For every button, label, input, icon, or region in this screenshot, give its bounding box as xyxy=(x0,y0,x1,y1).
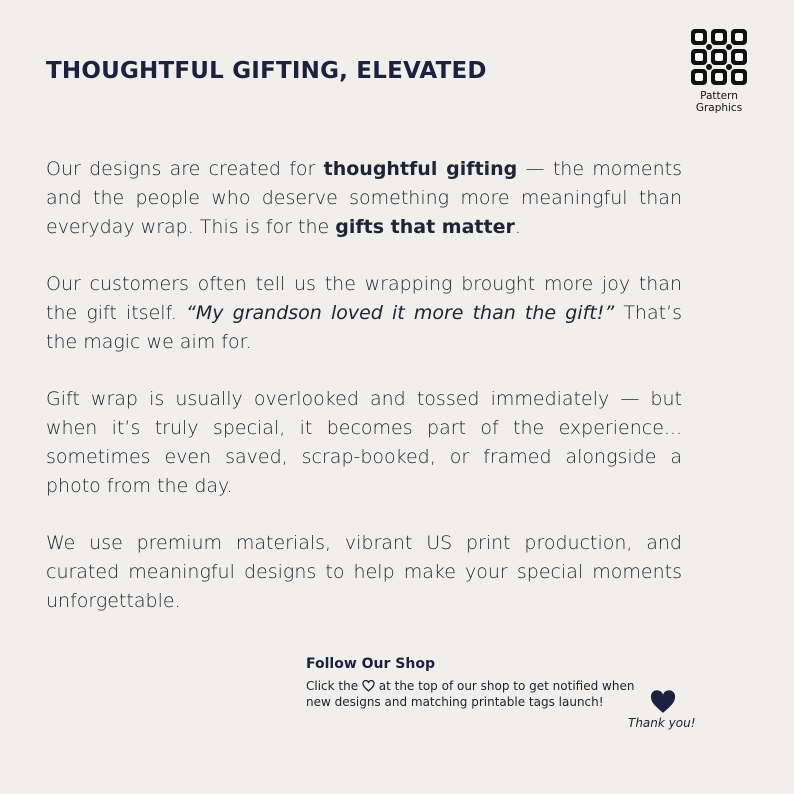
p2-text-a: Our customers often tell us the wrapping brought more joy than the gift itself. xyxy=(46,273,682,324)
follow-text xyxy=(306,678,646,710)
paragraph-1 xyxy=(46,155,682,242)
p1-text-c: — the moments and the people who deserve something more meaningful than everyday wrap. This is for the xyxy=(46,158,682,238)
follow-title: Follow Our Shop xyxy=(306,656,435,672)
grid-of-rounded-squares-icon xyxy=(690,28,748,86)
paragraph-2 xyxy=(46,270,682,357)
brand-name-line2: Graphics xyxy=(695,102,743,114)
brand-name-line1: Pattern xyxy=(700,90,738,102)
body-copy xyxy=(46,155,682,644)
page-title: THOUGHTFUL GIFTING, ELEVATED xyxy=(46,58,487,84)
p2-customer-quote: “My grandson loved it more than the gift!” xyxy=(186,302,615,324)
paragraph-3: Gift wrap is usually overlooked and tossed immediately — but when it’s truly special, it becomes part of the experience... sometimes even saved, scrap-booked, or framed alongside a photo from the day. xyxy=(46,388,682,497)
p1-bold-gifts-that-matter: gifts that matter xyxy=(335,216,515,238)
follow-text-before: Click the xyxy=(306,679,362,693)
heart-filled-icon xyxy=(650,690,676,714)
p2-text-b: That’s the magic we aim for. xyxy=(46,302,683,353)
p1-text-e: . xyxy=(514,216,521,238)
p1-bold-thoughtful-gifting: thoughtful gifting xyxy=(323,158,518,180)
heart-outline-icon xyxy=(362,680,375,692)
follow-text-after: at the top of our shop to get notified when new designs and matching printable tags launch! xyxy=(306,679,635,709)
paragraph-4: We use premium materials, vibrant US print production, and curated meaningful designs to help make your special moments unforgettable. xyxy=(46,532,682,612)
brand-logo xyxy=(684,28,754,114)
thank-you-note: Thank you! xyxy=(628,716,696,730)
brand-name xyxy=(684,90,754,114)
follow-shop-section xyxy=(306,656,646,710)
p1-text-a: Our designs are created for xyxy=(46,158,324,180)
